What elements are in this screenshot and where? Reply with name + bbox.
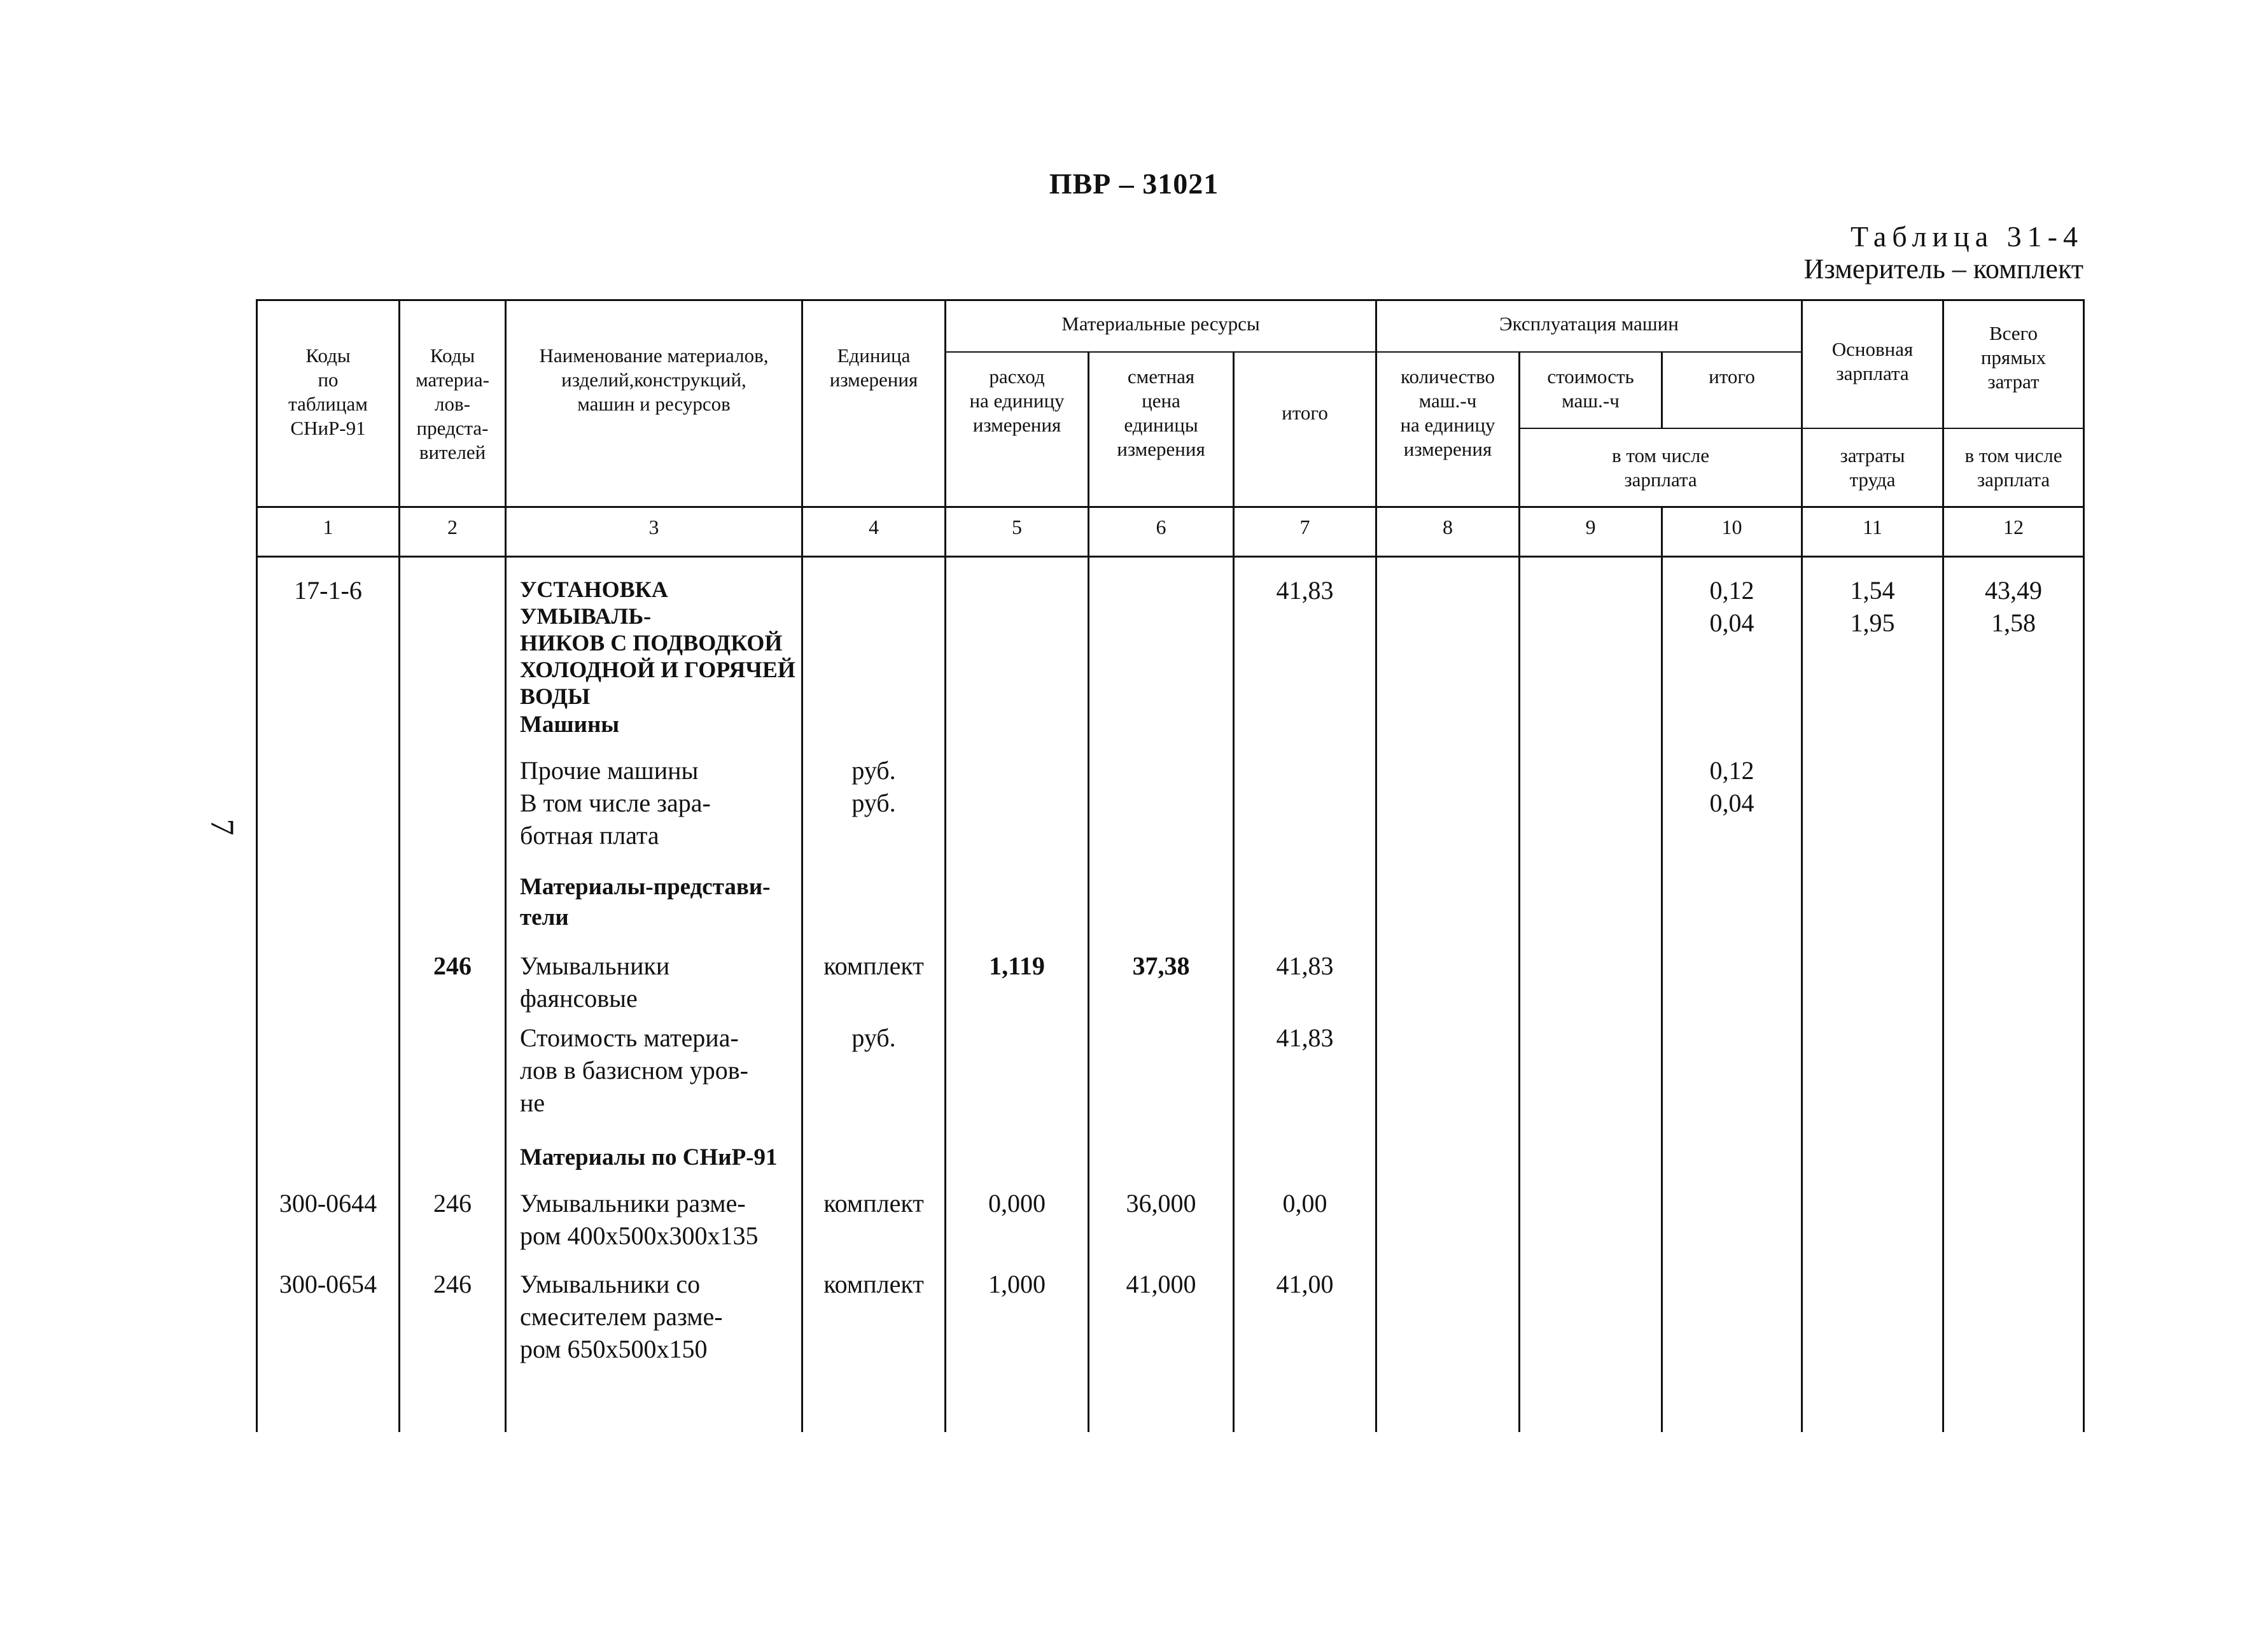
header-bottom-border	[256, 506, 2085, 508]
rep-c7: 41,83	[1276, 952, 1334, 980]
page-number: 7	[204, 819, 241, 836]
col-line-3	[801, 299, 803, 1432]
header-col3: Наименование материалов, изделий,конструкций, машин и ресурсов	[539, 344, 769, 415]
col-number-2: 2	[447, 516, 458, 538]
header-col2: Коды материа- лов- предста- вителей	[416, 344, 489, 463]
snir-section-title: Материалы по СНиР-91	[520, 1144, 778, 1170]
r1-name: Умывальники разме- ром 400x500x300x135	[520, 1189, 759, 1250]
header-col12-bottom: в том числе зарплата	[1964, 444, 2062, 491]
header-material-group: Материальные ресурсы	[1061, 313, 1260, 335]
col-line-1	[398, 299, 400, 1432]
cost-c7: 41,83	[1276, 1023, 1334, 1052]
header-machines-group: Эксплуатация машин	[1499, 313, 1679, 335]
col-line-8	[1518, 351, 1520, 1432]
col-number-3: 3	[648, 516, 659, 538]
header-col4: Единица измерения	[829, 344, 918, 391]
rep-name: Умывальники фаянсовые	[520, 952, 670, 1013]
col-number-12: 12	[2003, 516, 2024, 538]
r2-c7: 41,00	[1276, 1270, 1334, 1298]
col-number-10: 10	[1721, 516, 1742, 538]
col-number-4: 4	[869, 516, 879, 538]
main-code: 17-1-6	[294, 576, 362, 605]
col-line-9b	[1661, 506, 1663, 1432]
r1-c5: 0,000	[988, 1189, 1046, 1218]
cost-unit: руб.	[851, 1023, 896, 1052]
rep-section-title: Материалы-представи- тели	[520, 874, 771, 931]
col-line-12	[2083, 299, 2085, 1432]
header-col11-top: Основная зарплата	[1831, 338, 1914, 384]
header-col1: Коды по таблицам СНиР-91	[288, 344, 368, 439]
col-number-8: 8	[1443, 516, 1453, 538]
col-line-0	[256, 299, 258, 1432]
r2-c6: 41,000	[1126, 1270, 1196, 1298]
col-line-9	[1661, 351, 1663, 428]
r2-code: 300-0654	[279, 1270, 377, 1298]
main-c11: 1,54 1,95	[1850, 576, 1895, 637]
machines-section-title: Машины	[520, 712, 620, 738]
r1-code: 300-0644	[279, 1189, 377, 1218]
other-machines-unit: руб. руб.	[851, 756, 896, 817]
header-col6: сметная цена единицы измерения	[1117, 365, 1205, 460]
header-col5: расход на единицу измерения	[969, 365, 1065, 436]
measure-unit: Измеритель – комплект	[1803, 253, 2083, 285]
main-total7: 41,83	[1276, 576, 1334, 605]
other-machines-c10: 0,12 0,04	[1709, 756, 1754, 817]
col-number-11: 11	[1863, 516, 1882, 538]
header-col7: итого	[1282, 402, 1328, 424]
table-top-border	[256, 299, 2085, 301]
rep-code: 246	[433, 952, 472, 980]
other-machines-name: Прочие машины В том числе зара- ботная плата	[520, 756, 711, 850]
rep-c5: 1,119	[989, 952, 1045, 980]
header-col12-top: Всего прямых затрат	[1980, 322, 2047, 393]
col-line-4	[944, 299, 946, 1432]
col-number-6: 6	[1156, 516, 1166, 538]
r1-c7: 0,00	[1282, 1189, 1327, 1218]
col-line-2	[505, 299, 507, 1432]
header-col10: итого	[1709, 365, 1755, 388]
header-col9-10-sub: в том числе зарплата	[1612, 444, 1709, 491]
col-line-7	[1375, 299, 1377, 1432]
col-number-1: 1	[323, 516, 333, 538]
cost-name: Стоимость материа- лов в базисном уров- не	[520, 1023, 748, 1117]
numbers-bottom-border	[256, 556, 2085, 558]
header-col11-bottom: затраты труда	[1840, 444, 1905, 491]
document-code: ПВР – 31021	[1049, 167, 1219, 200]
r2-c5: 1,000	[988, 1270, 1046, 1298]
table-caption: Таблица 31-4	[1850, 220, 2083, 253]
r2-rep: 246	[433, 1270, 472, 1298]
rep-c6: 37,38	[1132, 952, 1190, 980]
group-subheader-line	[944, 351, 1801, 353]
main-name: УСТАНОВКА УМЫВАЛЬ- НИКОВ С ПОДВОДКОЙ ХОЛОДНОЙ И ГОРЯЧЕЙ ВОДЫ	[520, 577, 795, 709]
r1-c6: 36,000	[1126, 1189, 1196, 1218]
main-c10: 0,12 0,04	[1709, 576, 1754, 637]
col-number-5: 5	[1012, 516, 1022, 538]
r1-unit: комплект	[823, 1189, 924, 1218]
col-number-7: 7	[1299, 516, 1310, 538]
header-col9: стоимость маш.-ч	[1547, 365, 1634, 412]
r1-rep: 246	[433, 1189, 472, 1218]
header-col8: количество маш.-ч на единицу измерения	[1400, 365, 1495, 460]
rep-unit: комплект	[823, 952, 924, 980]
r2-name: Умывальники со смесителем разме- ром 650x500x150	[520, 1270, 723, 1363]
r2-unit: комплект	[823, 1270, 924, 1298]
main-c12: 43,49 1,58	[1985, 576, 2042, 637]
col-number-9: 9	[1585, 516, 1596, 538]
